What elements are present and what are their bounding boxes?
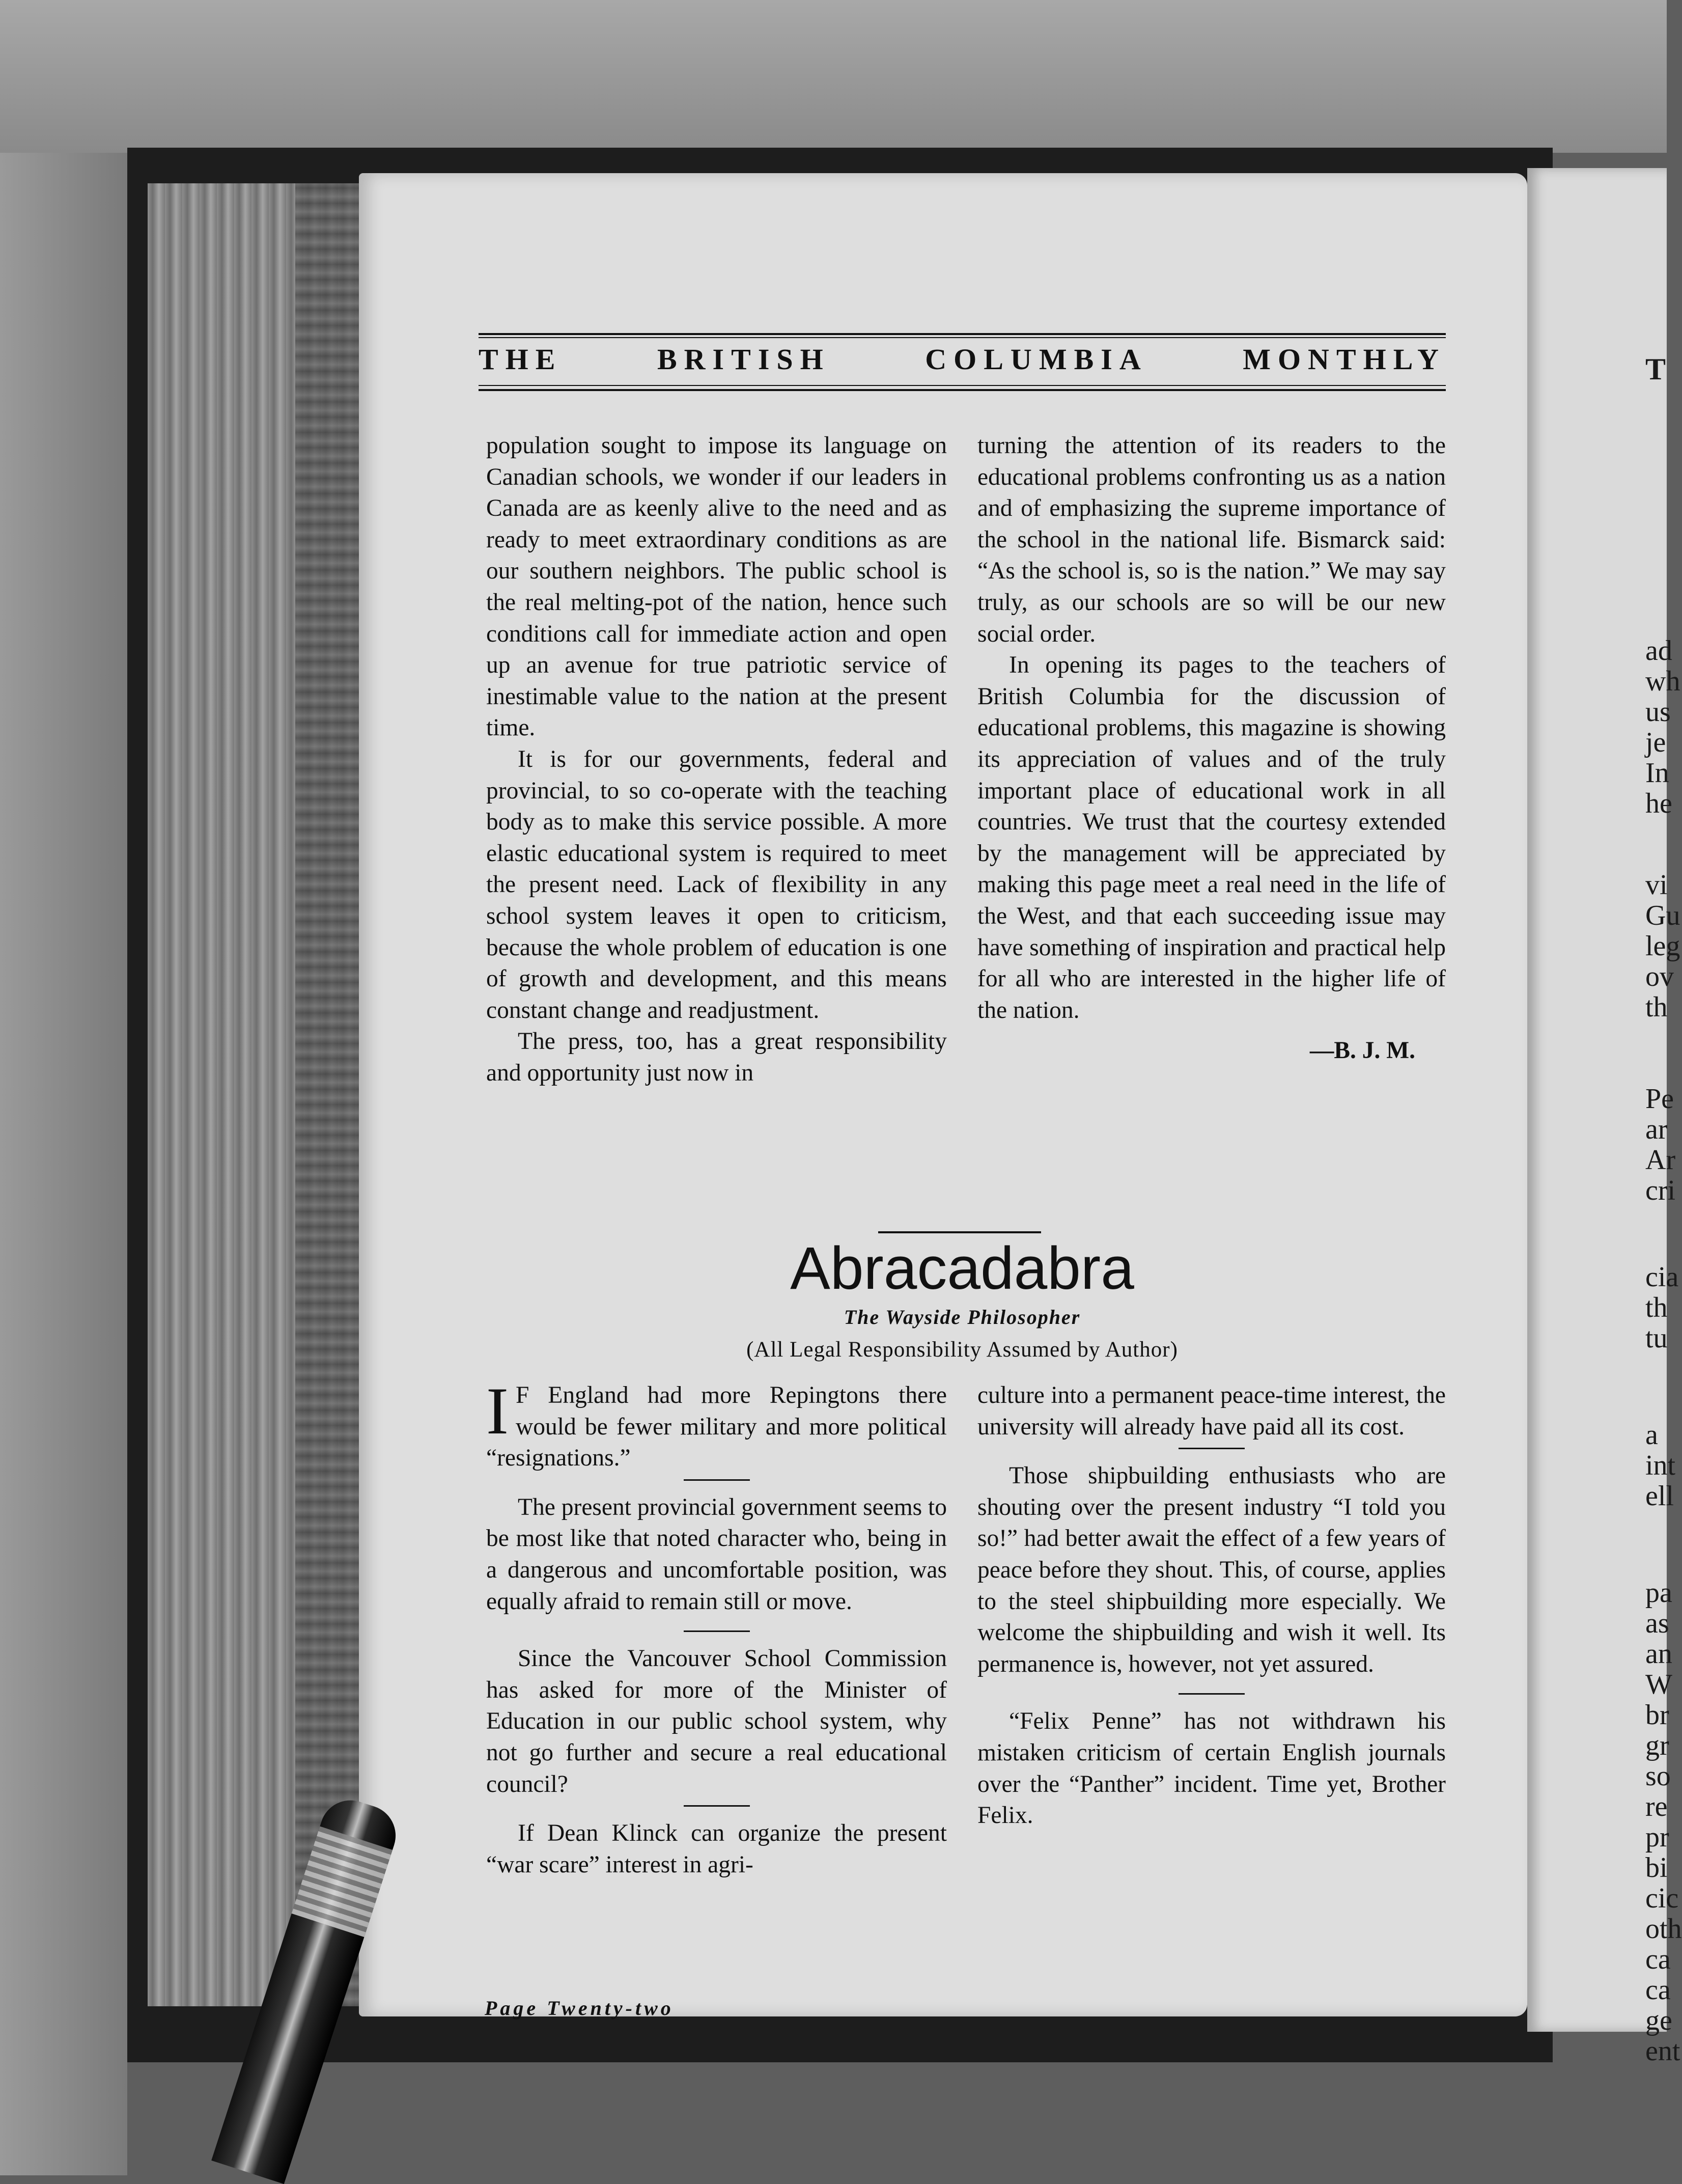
- page-edges-shadow: [295, 183, 361, 2006]
- paragraph: [486, 1373, 947, 1474]
- facing-text-fragment: ca: [1645, 1974, 1671, 2006]
- facing-text-fragment: wh: [1645, 666, 1680, 697]
- facing-text-fragment: ent: [1645, 2035, 1680, 2067]
- page-number: Page Twenty-two: [485, 1997, 674, 2020]
- facing-text-fragment: ad: [1645, 635, 1672, 667]
- paragraph: Those shipbuilding enthusiasts who are shouting over the present industry “I told you so!” had better await the effect of a few years of peace before they shout. This, of course, applies to the steel shipbuilding more especially. We welcome the shipbuilding and wish it well. Its permanence is, however, not yet assured.: [977, 1462, 1446, 1677]
- facing-text-fragment: int: [1645, 1450, 1676, 1481]
- paragraph: culture into a permanent peace-time interest, the university will already have paid all its cost.: [977, 1382, 1446, 1440]
- editorial-right-column: [977, 430, 1446, 1067]
- facing-text-fragment: Gu: [1645, 900, 1680, 931]
- facing-text-fragment: cri: [1645, 1175, 1676, 1206]
- facing-text-fragment: ar: [1645, 1114, 1668, 1145]
- scan-background: [0, 0, 1667, 153]
- header-word: BRITISH: [657, 343, 830, 376]
- facing-header-fragment: T: [1645, 352, 1671, 386]
- facing-text-fragment: a: [1645, 1419, 1658, 1451]
- facing-text-fragment: leg: [1645, 930, 1680, 962]
- header-word: THE: [479, 343, 563, 376]
- facing-text-fragment: th: [1645, 991, 1668, 1023]
- facing-text-fragment: th: [1645, 1292, 1668, 1323]
- facing-text-fragment: re: [1645, 1791, 1668, 1822]
- paragraph: Since the Vancouver School Commission has asked for more of the Minister of Education in our public school system, why not go further and secure a real educational council?: [486, 1645, 947, 1798]
- item-divider: [684, 1479, 750, 1481]
- section-divider: [878, 1231, 1041, 1233]
- facing-text-fragment: W: [1645, 1669, 1672, 1700]
- paragraph: The press, too, has a great responsibility and opportunity just now in: [486, 1028, 947, 1086]
- header-rule-bottom: [479, 389, 1446, 391]
- facing-text-fragment: bi: [1645, 1852, 1668, 1884]
- facing-text-fragment: Ar: [1645, 1144, 1676, 1176]
- facing-text-fragment: ge: [1645, 2005, 1672, 2036]
- facing-text-fragment: gr: [1645, 1730, 1669, 1761]
- facing-text-fragment: as: [1645, 1608, 1669, 1639]
- article-note: (All Legal Responsibility Assumed by Author): [746, 1338, 1178, 1362]
- paragraph: turning the attention of its readers to the educational problems confronting us as a nation and of emphasizing the supreme importance of the school in the national life. Bismarck said: “As the school is, so is the nation.” We may say truly, as our schools are so will be our new social order.: [977, 432, 1446, 647]
- facing-text-fragment: pa: [1645, 1577, 1672, 1609]
- facing-text-fragment: he: [1645, 788, 1672, 819]
- facing-text-fragment: us: [1645, 696, 1671, 728]
- facing-text-fragment: cic: [1645, 1883, 1679, 1914]
- scan-background-left: [0, 153, 127, 2175]
- paragraph: If Dean Klinck can organize the present “war scare” interest in agri-: [486, 1820, 947, 1878]
- header-rule-bottom-thin: [479, 385, 1446, 386]
- magazine-header: [479, 342, 1446, 376]
- header-rule-top: [479, 333, 1446, 335]
- facing-text-fragment: so: [1645, 1760, 1671, 1792]
- editorial-signature: —B. J. M.: [1309, 1037, 1415, 1064]
- article-title: Abracadabra: [790, 1235, 1134, 1302]
- paragraph: It is for our governments, federal and provincial, to so co-operate with the teaching body as to make this service possible. A more elastic educational system is required to meet the present need. Lack of flexibility in any school system leaves it open to criticism, because the whole problem of education is one of growth and development, and this means constant change and readjustment.: [486, 745, 947, 1024]
- item-divider: [684, 1805, 750, 1807]
- item-divider: [1179, 1693, 1245, 1695]
- item-divider: [1179, 1448, 1245, 1449]
- paragraph-text: F England had more Repingtons there would be fewer military and more political “resignations.”: [486, 1382, 947, 1472]
- drop-cap: I: [486, 1373, 509, 1448]
- article-byline: The Wayside Philosopher: [844, 1306, 1081, 1329]
- facing-text-fragment: an: [1645, 1638, 1672, 1670]
- header-word: COLUMBIA: [925, 343, 1148, 376]
- article-left-column: [486, 1373, 947, 1881]
- facing-text-fragment: oth: [1645, 1913, 1682, 1945]
- article-right-column: [977, 1380, 1446, 1832]
- facing-text-fragment: pr: [1645, 1821, 1669, 1853]
- facing-text-fragment: je: [1645, 727, 1666, 758]
- facing-text-fragment: ca: [1645, 1944, 1671, 1975]
- header-rule-top-thin: [479, 337, 1446, 338]
- facing-text-fragment: vi: [1645, 869, 1668, 901]
- facing-page: [1527, 168, 1682, 2067]
- paragraph: The present provincial government seems to be most like that noted character who, being in a dangerous and uncomfortable position, was equally afraid to remain still or move.: [486, 1494, 947, 1615]
- header-word: MONTHLY: [1243, 343, 1446, 376]
- paragraph: “Felix Penne” has not withdrawn his mistaken criticism of certain English journals over the “Panther” incident. Time yet, Brother Felix.: [977, 1708, 1446, 1829]
- facing-text-fragment: Pe: [1645, 1083, 1674, 1115]
- facing-text-fragment: In: [1645, 757, 1669, 789]
- facing-text-fragment: ell: [1645, 1480, 1674, 1512]
- facing-text-fragment: ov: [1645, 961, 1674, 992]
- facing-text-fragment: cia: [1645, 1261, 1679, 1293]
- item-divider: [684, 1630, 750, 1632]
- paragraph: population sought to impose its language on Canadian schools, we wonder if our leaders in Canada are as keenly alive to the need and as ready to meet extraordinary conditions as are our southern neighbors. The public school is the real melting-pot of the nation, hence such conditions call for immediate action and open up an avenue for true patriotic service of inestimable value to the nation at the present time.: [486, 432, 947, 741]
- editorial-left-column: [486, 430, 947, 1089]
- facing-text-fragment: tu: [1645, 1322, 1668, 1354]
- facing-text-fragment: br: [1645, 1699, 1669, 1731]
- paragraph: In opening its pages to the teachers of British Columbia for the discussion of educational problems, this magazine is showing its appreciation of values and of the truly important place of educational work in all countries. We trust that the courtesy extended by the management will be appreciated by making this page meet a real need in the life of the West, and that each succeeding issue may have something of inspiration and practical help for all who are interested in the higher life of the nation.: [977, 652, 1446, 1024]
